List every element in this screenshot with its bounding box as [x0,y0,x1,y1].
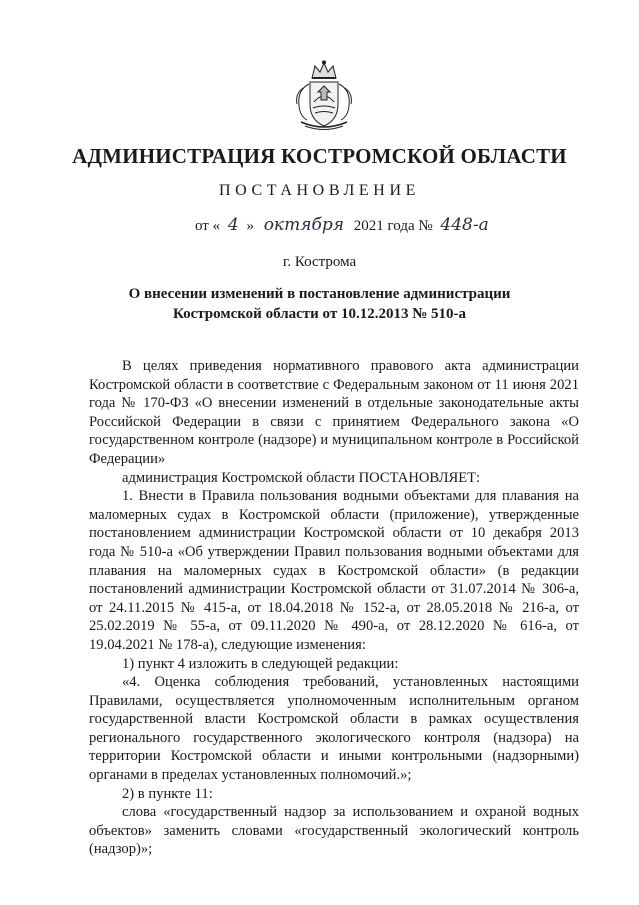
document-number: 448-а [440,215,489,235]
document-type-title: ПОСТАНОВЛЕНИЕ [219,182,420,199]
city-line: г. Кострома [282,254,357,270]
body-paragraph: 1. Внести в Правила пользования водными объектами для плавания на маломерных судах в Костромской области (приложение), утвержденные постановлением администрации Костромской области от 10 декабря 2013 года № 510-а «Об утверждении Правил пользования водными объектами для плавания на маломерных судах в Костромской области» (в редакции постановлений администрации Костромской области от 31.07.2014 № 306-а, от 24.11.2015 № 415-а, от 18.04.2018 № 152-а, от 28.05.2018 № 216-а, от 25.02.2019 № 55-а, от 09.11.2020 № 490-а, от 28.12.2020 № 616-а, от 19.04.2021 № 178-а), следующие изменения: [89,488,579,653]
body-paragraph: администрация Костромской области ПОСТАНОВЛЯЕТ: [122,469,481,486]
body-paragraph: слова «государственный надзор за использованием и охраной водных объектов» заменить словами «государственный экологический контроль (надзор)»; [89,804,579,858]
date-year: 2021 года № [353,218,433,234]
date-day: 4 [227,215,239,235]
agency-title: АДМИНИСТРАЦИЯ КОСТРОМСКОЙ ОБЛАСТИ [72,144,567,168]
subject-line: О внесении изменений в постановление администрации [128,286,511,302]
date-month: октября [263,215,344,235]
date-mid: » [246,218,254,234]
body-paragraph: 1) пункт 4 изложить в следующей редакции: [122,655,399,672]
subject-line: Костромской области от 10.12.2013 № 510-а [172,306,467,322]
date-line [195,215,555,241]
body-paragraph: В целях приведения нормативного правового акта администрации Костромской области в соответствие с Федеральным законом от 11 июня 2021 года № 170-ФЗ «О внесении изменений в отдельные законодательные акты Российской Федерации в связи с принятием Федерального закона «О государственном контроле (надзоре) и муниципальном контроле в Российской Федерации» [89,358,579,467]
coat-of-arms-emblem [291,60,357,132]
body-paragraph: 2) в пункте 11: [122,785,213,802]
body-paragraph: «4. Оценка соблюдения требований, установленных настоящими Правилами, осуществляется уполномоченным исполнительным органом государственной власти Костромской области в рамках осуществления регионального государственного экологического контроля (надзора) на территории Костромской области и иными контрольными (надзорными) органами в пределах установленных полномочий.»; [89,674,579,784]
date-prefix: от « [195,218,221,234]
document-subject [0,284,639,324]
document-body [89,357,579,859]
